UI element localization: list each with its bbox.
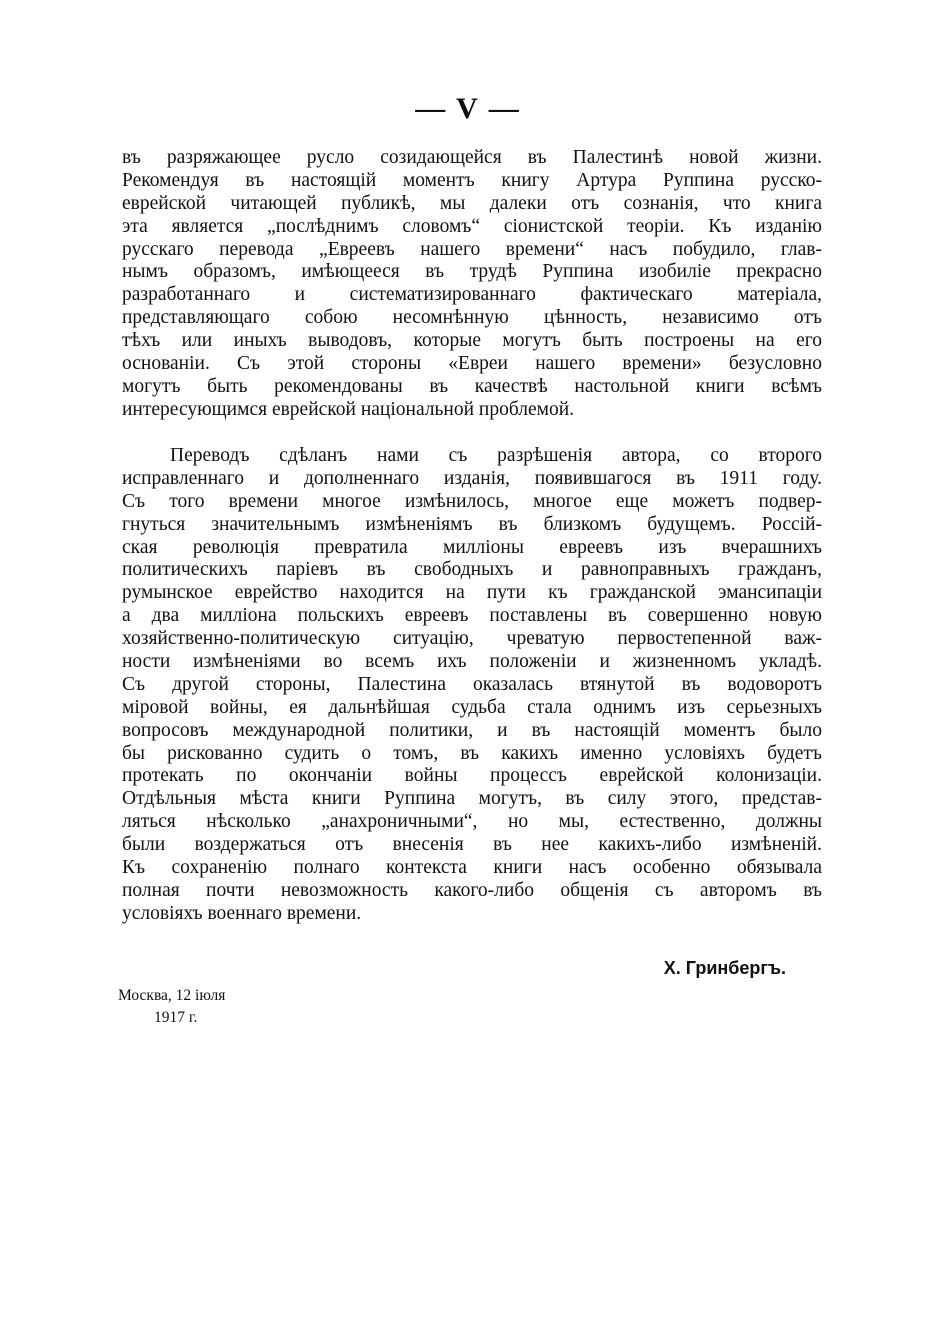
text-line: исправленнаго и дополненнаго изданія, появившагося въ 1911 году. (122, 467, 822, 489)
text-line: нымъ образомъ, имѣющееся въ трудѣ Руппина изобиліе прекрасно (122, 261, 822, 283)
place-date (118, 985, 225, 1029)
text-line: вопросовъ международной политики, и въ настоящій моментъ было (122, 719, 822, 741)
text-line: міровой войны, ея дальнѣйшая судьба стала однимъ изъ серьезныхъ (122, 696, 822, 718)
text-line: тѣхъ или иныхъ выводовъ, которые могутъ быть построены на его (122, 330, 822, 352)
text-line: ности измѣненіями во всемъ ихъ положеніи и жизненномъ укладѣ. (122, 651, 822, 673)
text-line: русскаго перевода „Евреевъ нашего времени“ насъ побудило, глав- (122, 238, 822, 260)
text-line: бы рискованно судить о томъ, въ какихъ именно условіяхъ будетъ (122, 742, 822, 764)
place-line: Москва, 12 іюля (118, 987, 226, 1004)
text-line: интересующимся еврейской національной проблемой. (122, 398, 575, 420)
text-line: хозяйственно-политическую ситуацію, чреватую первостепенной важ- (122, 628, 822, 650)
text-line: эта является „послѣднимъ словомъ“ сіонистской теоріи. Къ изданію (122, 215, 822, 237)
text-line: а два милліона польскихъ евреевъ поставлены въ совершенно новую (122, 605, 822, 627)
author-signature: Х. Гринбергъ. (663, 958, 786, 978)
text-line: Къ сохраненію полнаго контекста книги насъ особенно обязывала (122, 857, 822, 879)
text-line: ляться нѣсколько „анахроничными“, но мы, естественно, должны (122, 811, 822, 833)
text-line: были воздержаться отъ внесенія въ нее какихъ-либо измѣненій. (122, 834, 822, 856)
text-line: политическихъ паріевъ въ свободныхъ и равноправныхъ гражданъ, (122, 559, 822, 581)
text-line: Рекомендуя въ настоящій моментъ книгу Артура Руппина русско- (122, 169, 822, 191)
text-line: могутъ быть рекомендованы въ качествѣ настольной книги всѣмъ (122, 375, 822, 397)
text-line: ская революція превратила милліоны евреевъ изъ вчерашнихъ (122, 536, 822, 558)
text-line: условіяхъ военнаго времени. (122, 902, 362, 924)
text-line: разработаннаго и систематизированнаго фактическаго матеріала, (122, 284, 822, 306)
text-line: Отдѣльныя мѣста книги Руппина могутъ, въ силу этого, представ- (122, 788, 822, 810)
text-line: представляющаго собою несомнѣнную цѣнность, независимо отъ (122, 307, 822, 329)
text-line: еврейской читающей публикѣ, мы далеки отъ сознанія, что книга (122, 192, 822, 214)
text-line: Переводъ сдѣланъ нами съ разрѣшенія автора, со второго (170, 445, 822, 466)
page-number: — V — (415, 92, 521, 125)
text-line: полная почти невозможность какого-либо общенія съ авторомъ въ (122, 879, 822, 901)
text-line: Съ того времени многое измѣнилось, многое еще можетъ подвер- (122, 490, 822, 512)
paragraph-1 (122, 147, 822, 422)
text-line: основаніи. Съ этой стороны «Евреи нашего времени» безусловно (122, 353, 822, 375)
paragraph-2 (122, 445, 822, 926)
text-line: гнуться значительнымъ измѣненіямъ въ близкомъ будущемъ. Россій- (122, 513, 822, 535)
text-line: румынское еврейство находится на пути къ гражданской эмансипаціи (122, 582, 822, 604)
year-line: 1917 г. (154, 1009, 198, 1026)
text-line: Съ другой стороны, Палестина оказалась втянутой въ водоворотъ (122, 673, 822, 695)
text-line: въ разряжающее русло созидающейся въ Палестинѣ новой жизни. (122, 147, 822, 168)
text-line: протекать по окончаніи войны процессъ еврейской колонизаціи. (122, 765, 822, 787)
